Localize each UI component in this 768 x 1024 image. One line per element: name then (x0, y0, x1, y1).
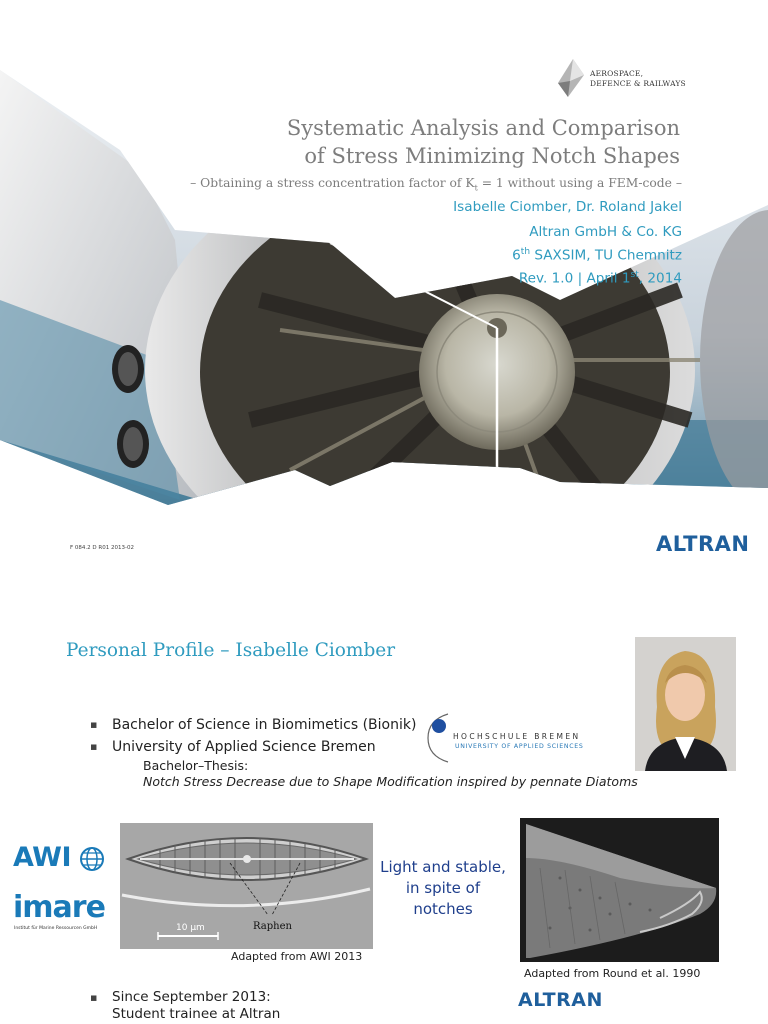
imare-logo-text: imare (13, 890, 105, 925)
presentation-title (287, 114, 680, 170)
thesis-title: Notch Stress Decrease due to Shape Modification inspired by pennate Diatoms (143, 774, 638, 789)
subtitle-pre: – Obtaining a stress concentration factor of K (190, 176, 475, 190)
diamond-logo-icon (556, 57, 586, 99)
hsb-subtitle: UNIVERSITY OF APPLIED SCIENCES (455, 743, 584, 750)
rev-sup: st (630, 270, 639, 280)
callout-line1: Light and stable, (380, 858, 506, 876)
authors: Isabelle Ciomber, Dr. Roland Jakel (453, 199, 682, 215)
awi-logo (13, 842, 113, 876)
list-item: ▪ Bachelor of Science in Biomimetics (Bionik) (90, 714, 416, 736)
list-item: ▪ Since September 2013: (90, 989, 280, 1006)
altran-logo-small: ALTRAN (518, 989, 603, 1011)
awi-logo-text: AWI (13, 842, 72, 873)
division-line2: DEFENCE & RAILWAYS (590, 79, 686, 88)
portrait-photo (635, 637, 736, 771)
rev-post: , 2014 (638, 270, 682, 287)
title-line1: Systematic Analysis and Comparison (286, 116, 680, 140)
sem-micrograph (520, 818, 719, 962)
profile-title: Personal Profile – Isabelle Ciomber (66, 640, 396, 661)
raphen-label: Raphen (253, 921, 292, 932)
imare-logo (13, 890, 123, 934)
hsb-arc-icon (426, 710, 456, 764)
title-line2: of Stress Minimizing Notch Shapes (304, 144, 680, 168)
revision-date (519, 270, 682, 287)
diatom-micrograph (120, 823, 373, 949)
subtitle-post: = 1 without using a FEM-code – (477, 176, 682, 190)
rev-pre: Rev. 1.0 | April 1 (518, 270, 631, 287)
event-num: 6 (512, 247, 521, 264)
scale-bar-label: 10 µm (176, 923, 205, 933)
employment-list (90, 989, 280, 1023)
sem-caption: Adapted from Round et al. 1990 (524, 967, 701, 980)
document-code: F 084.2 D R01 2013-02 (70, 545, 134, 551)
subtitle-sub: t (474, 183, 478, 193)
event-rest: SAXSIM, TU Chemnitz (530, 247, 682, 264)
event-sup: th (520, 247, 531, 257)
company: Altran GmbH & Co. KG (529, 224, 682, 240)
globe-icon (79, 846, 105, 872)
altran-logo: ALTRAN (656, 532, 750, 556)
hochschule-bremen-logo (426, 710, 626, 764)
division-line1: AEROSPACE, (590, 69, 644, 78)
imare-subtitle: Institut für Marine Ressourcen GmbH (14, 926, 98, 931)
list-item-continuation: Student trainee at Altran (112, 1006, 281, 1022)
diatom-callout (372, 857, 514, 920)
hsb-name: HOCHSCHULE BREMEN (453, 732, 581, 741)
diatom-caption: Adapted from AWI 2013 (231, 950, 363, 963)
presentation-subtitle (190, 176, 682, 192)
thesis-label: Bachelor–Thesis: (143, 758, 249, 773)
education-list (90, 714, 416, 758)
division-logo-text (590, 69, 686, 89)
list-item: ▪ University of Applied Science Bremen (90, 736, 416, 758)
callout-line2: in spite of (405, 879, 481, 897)
callout-line3: notches (413, 900, 473, 918)
event (512, 247, 682, 264)
aerospace-division-logo (556, 57, 686, 99)
profile-slide (0, 580, 768, 1024)
